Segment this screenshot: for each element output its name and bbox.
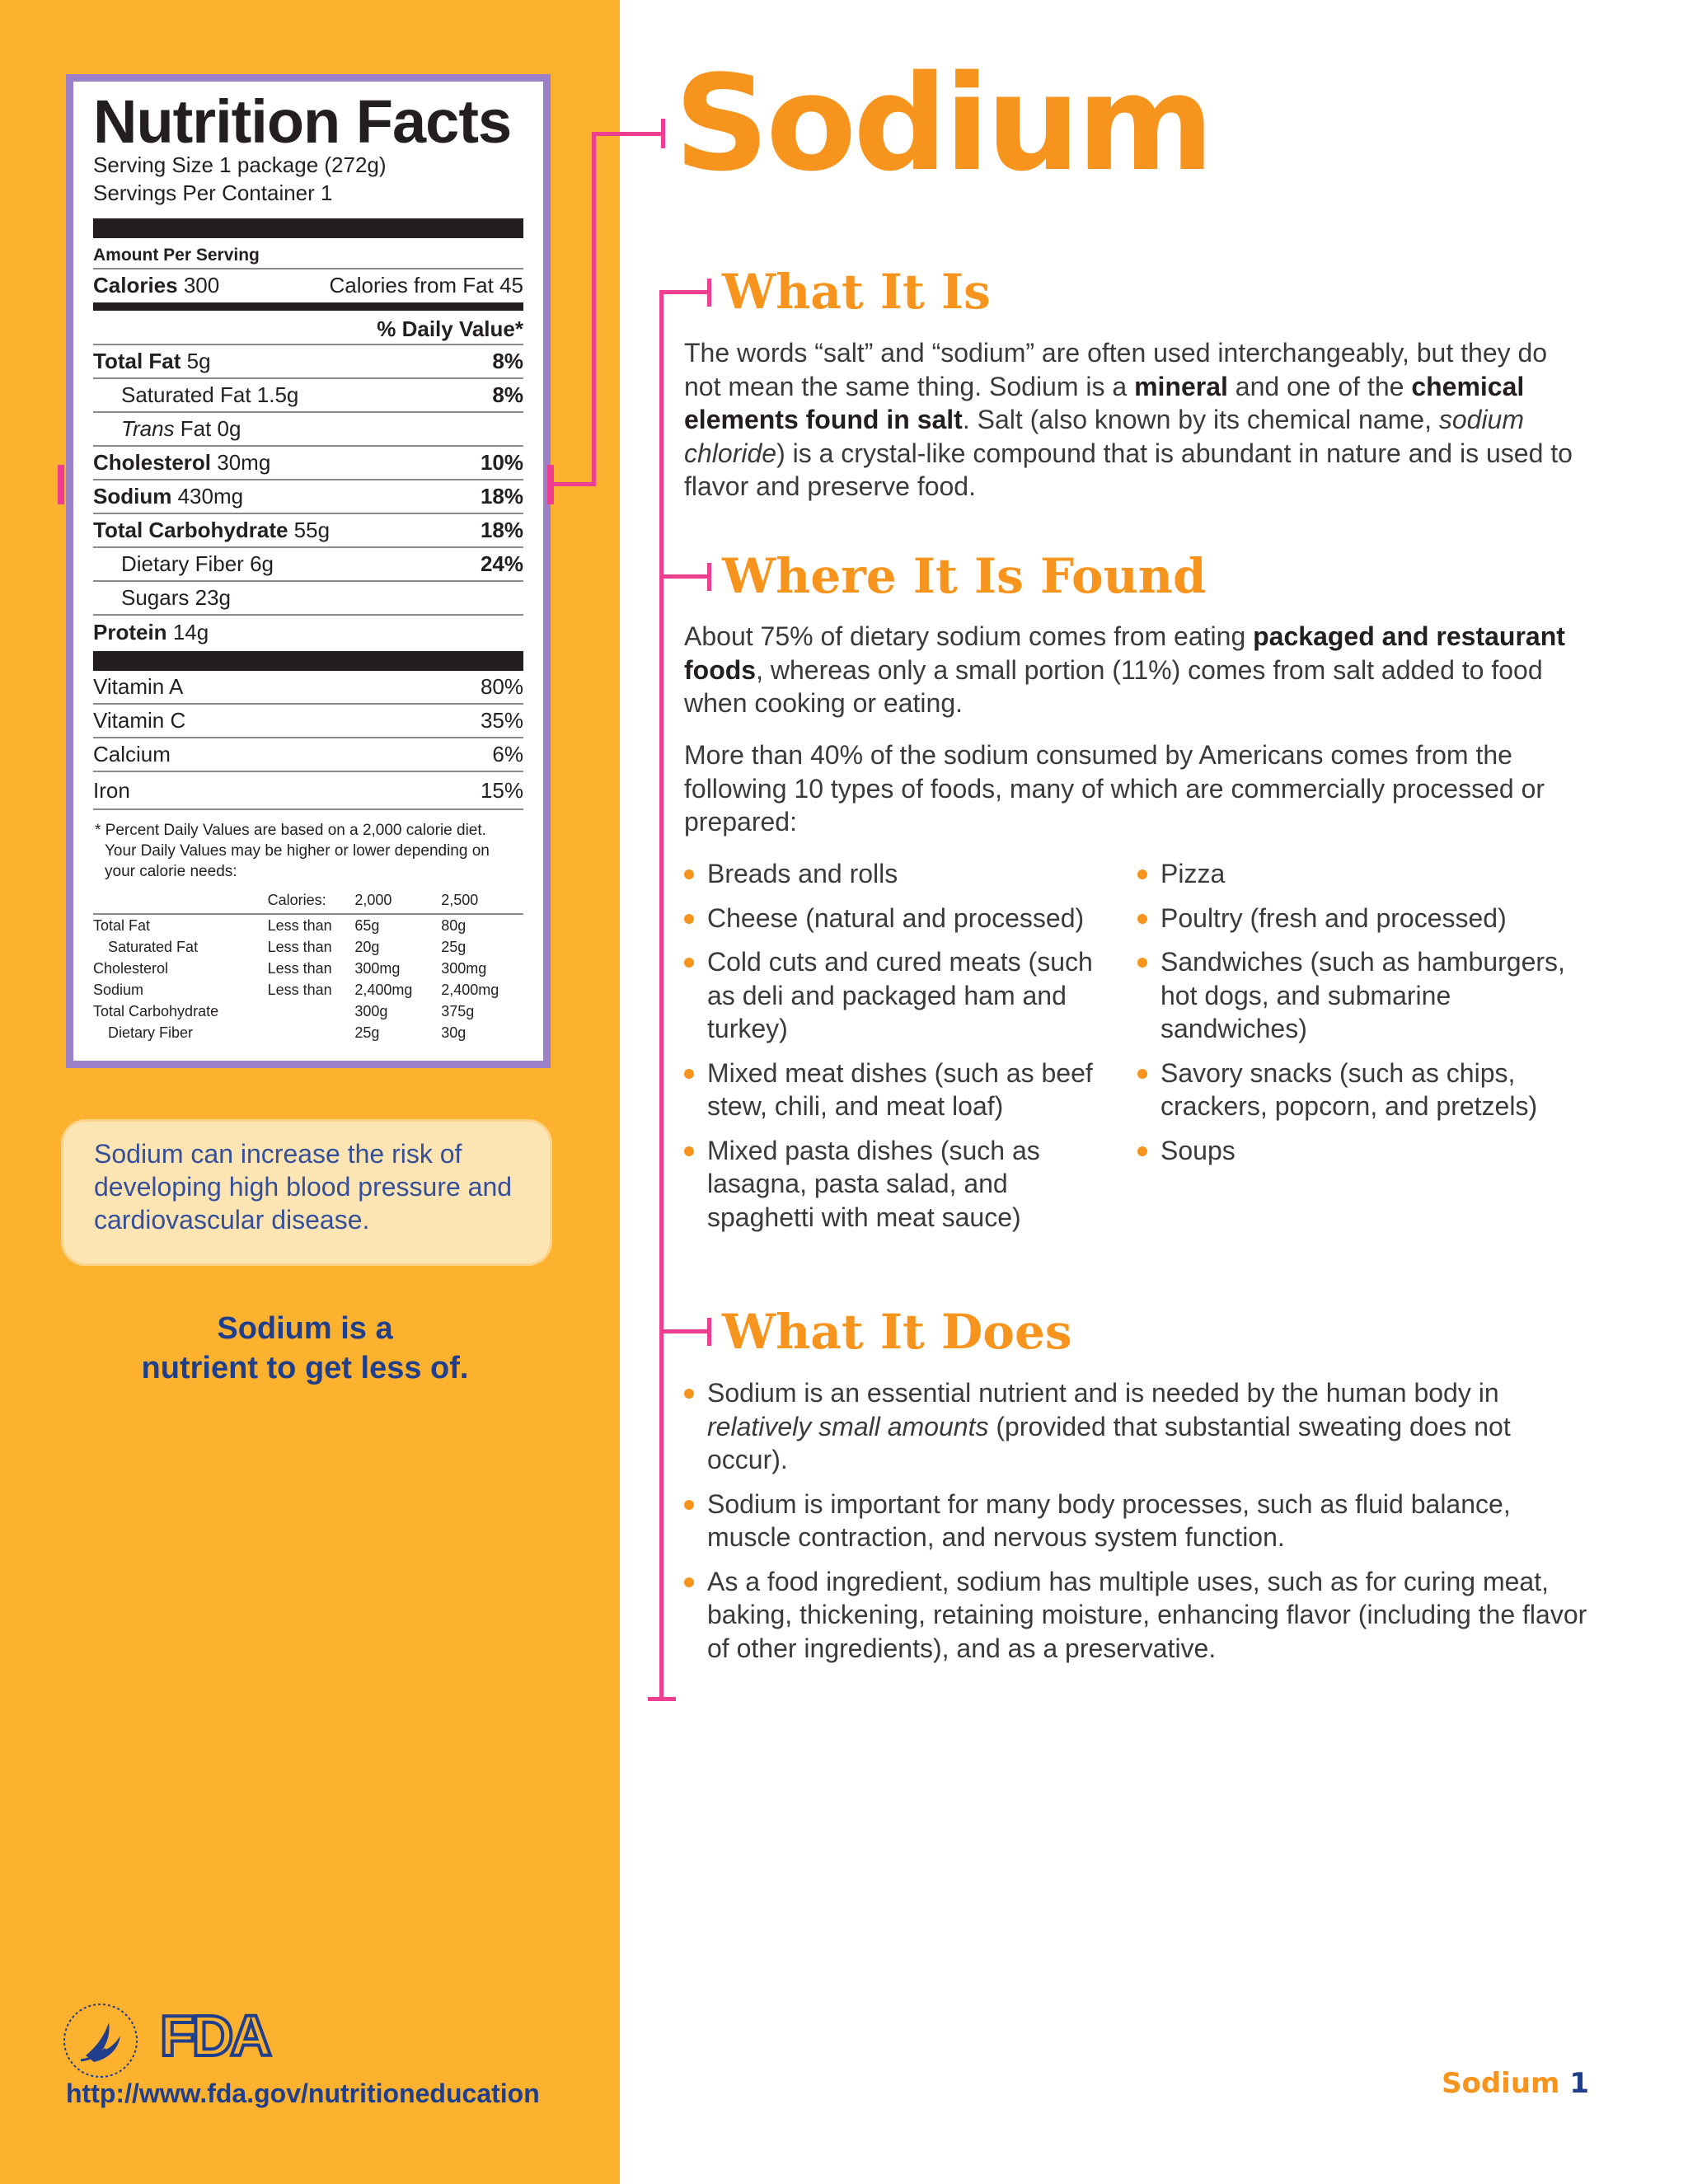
sodium-row-marker-left	[58, 465, 64, 504]
list-item: As a food ingredient, sodium has multiple uses, such as for curing meat, baking, thickening, retaining moisture, enhancing flavor (including the flavor of other ingredients), and as a preservative.	[682, 1565, 1589, 1666]
daily-value-footnote: * Percent Daily Values are based on a 2,000 calorie diet. Your Daily Values may be higher or lower depending on your calorie needs:	[95, 822, 490, 880]
vitamin-row-calcium: Calcium 6%	[93, 738, 523, 772]
connector-tick	[707, 1318, 711, 1346]
connector-line	[592, 132, 663, 136]
daily-value-header: % Daily Value*	[93, 311, 523, 345]
section-spine-line	[659, 290, 663, 1701]
health-risk-callout: Sodium can increase the risk of developing high blood pressure and cardiovascular disease.	[61, 1119, 552, 1266]
vitamin-row-c: Vitamin C 35%	[93, 705, 523, 738]
daily-value-table	[93, 887, 523, 1043]
nutrition-facts-title: Nutrition Facts	[93, 87, 512, 156]
nutrition-facts-panel	[73, 82, 543, 1061]
nutrient-row-trans-fat: Trans Fat 0g	[93, 413, 523, 447]
heading-what-it-is: What It Is	[722, 264, 991, 320]
list-item: Mixed pasta dishes (such as lasagna, pasta salad, and spaghetti with meat sauce)	[682, 1134, 1111, 1235]
where-found-paragraph-1: About 75% of dietary sodium comes from eating packaged and restaurant foods, whereas only a small portion (11%) comes from salt added to food when cooking or eating.	[684, 621, 1565, 718]
connector-line	[659, 574, 710, 579]
serving-size: Serving Size 1 package (272g)	[93, 152, 387, 177]
nutrient-row-protein: Protein 14g	[93, 620, 209, 644]
table-row: Sodium Less than 2,400mg 2,400mg	[93, 981, 499, 998]
list-item: Soups	[1136, 1134, 1581, 1168]
nutrient-row-saturated-fat: Saturated Fat 1.5g 8%	[93, 379, 523, 413]
nutrient-row-dietary-fiber: Dietary Fiber 6g 24%	[93, 548, 523, 582]
list-item: Cold cuts and cured meats (such as deli and packaged ham and turkey)	[682, 945, 1111, 1046]
connector-line	[659, 1329, 710, 1333]
list-item: Sandwiches (such as hamburgers, hot dogs, and submarine sandwiches)	[1136, 945, 1581, 1046]
page-title: Sodium	[674, 46, 1212, 200]
list-item: Pizza	[1136, 857, 1581, 891]
calories-from-fat: Calories from Fat 45	[329, 273, 523, 298]
thick-divider	[93, 651, 523, 671]
list-item: Sodium is important for many body processes, such as fluid balance, muscle contraction, and nervous system function.	[682, 1488, 1589, 1554]
nutrition-facts-label	[66, 74, 551, 1068]
list-item: Poultry (fresh and processed)	[1136, 902, 1581, 935]
calories: Calories 300	[93, 273, 220, 298]
nutrient-row-total-fat: Total Fat 5g 8%	[93, 345, 523, 379]
vitamin-row-iron: Iron 15%	[93, 772, 523, 810]
vitamin-row-a: Vitamin A 80%	[93, 671, 523, 705]
connector-line	[554, 482, 595, 486]
heading-where-it-is-found: Where It Is Found	[722, 548, 1207, 604]
foods-list-left	[682, 857, 1111, 1244]
nutrient-row-sodium: Sodium 430mg 18%	[93, 480, 523, 514]
sodium-row-marker-right	[547, 465, 554, 504]
list-item: Breads and rolls	[682, 857, 1111, 891]
table-row: Total Fat Less than 65g 80g	[93, 916, 467, 934]
page-footer: Sodium 1	[1442, 2067, 1589, 2100]
connector-tick	[661, 119, 665, 148]
what-it-is-paragraph: The words “salt” and “sodium” are often used interchangeably, but they do not mean the same thing. Sodium is a mineral and one of the chemical elements found in salt. Salt (also known by its chemical name, sodium chloride) is a crystal-like compound that is abundant in nature and is used to flavor and preserve food.	[684, 338, 1573, 501]
nutrient-row-total-carbohydrate: Total Carbohydrate 55g 18%	[93, 514, 523, 548]
connector-line	[592, 132, 596, 486]
what-it-does-list	[682, 1376, 1589, 1675]
amount-per-serving: Amount Per Serving	[93, 238, 523, 269]
list-item: Savory snacks (such as chips, crackers, popcorn, and pretzels)	[1136, 1057, 1581, 1123]
list-item: Cheese (natural and processed)	[682, 902, 1111, 935]
connector-tick	[648, 1697, 676, 1701]
table-row: Cholesterol Less than 300mg 300mg	[93, 959, 487, 977]
svg-text:FDA: FDA	[160, 2006, 269, 2064]
nutrient-row-sugars: Sugars 23g	[93, 582, 523, 616]
table-row: Saturated Fat Less than 20g 25g	[108, 938, 467, 955]
table-row: Dietary Fiber 25g 30g	[108, 1024, 467, 1041]
servings-per-container: Servings Per Container 1	[93, 180, 333, 205]
foods-list-right	[1136, 857, 1581, 1178]
hhs-seal-icon	[61, 2001, 140, 2080]
list-item: Mixed meat dishes (such as beef stew, chili, and meat loaf)	[682, 1057, 1111, 1123]
get-less-of-message: Sodium is a nutrient to get less of.	[141, 1311, 469, 1385]
nutrient-row-cholesterol: Cholesterol 30mg 10%	[93, 447, 523, 480]
medium-divider	[93, 302, 523, 311]
connector-line	[659, 290, 710, 294]
connector-tick	[707, 279, 711, 307]
heading-what-it-does: What It Does	[722, 1304, 1072, 1360]
fda-url-link[interactable]: http://www.fda.gov/nutritioneducation	[66, 2079, 540, 2108]
where-found-paragraph-2: More than 40% of the sodium consumed by Americans comes from the following 10 types of foods, many of which are commercially processed or prepared:	[684, 740, 1545, 837]
connector-tick	[707, 563, 711, 591]
fda-logo-icon	[158, 2006, 293, 2064]
table-header: Calories: 2,000 2,500	[93, 887, 523, 915]
table-row: Total Carbohydrate 300g 375g	[93, 1002, 475, 1019]
calories-row	[93, 269, 523, 302]
list-item: Sodium is an essential nutrient and is needed by the human body in relatively small amounts (provided that substantial sweating does not occur).	[682, 1376, 1589, 1477]
thick-divider	[93, 218, 523, 238]
